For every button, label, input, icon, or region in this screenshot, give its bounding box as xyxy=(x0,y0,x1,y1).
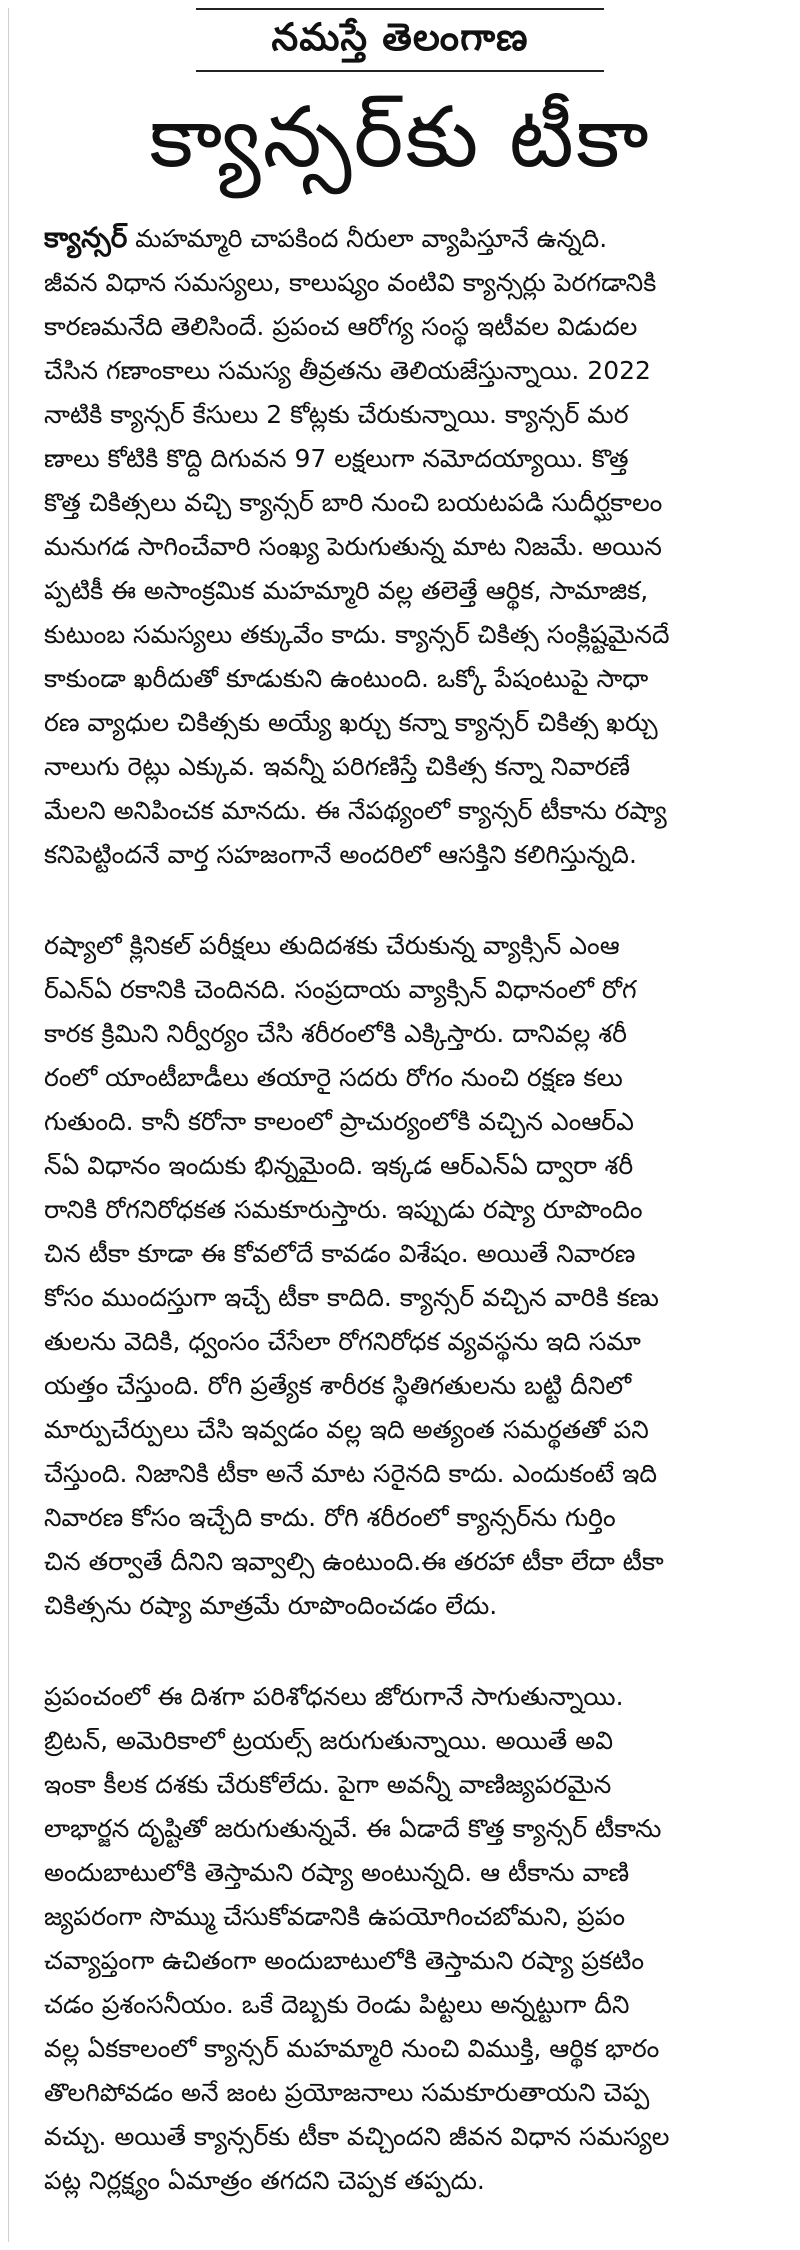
article-body xyxy=(44,216,764,2203)
paragraph-line xyxy=(44,745,764,789)
paragraph-line xyxy=(44,1584,764,1628)
paragraph-line xyxy=(44,437,764,481)
line-text: ఇంకా కీలక దశకు చేరుకోలేదు. పైగా అవన్నీ వాణిజ్యపరమైన xyxy=(44,1770,612,1799)
paragraph-line xyxy=(44,349,764,393)
article-paragraph xyxy=(44,216,764,877)
line-text: జ్యపరంగా సొమ్ము చేసుకోవడానికి ఉపయోగించబోమని, ప్రపం xyxy=(44,1902,626,1931)
paragraph-line xyxy=(44,657,764,701)
line-text: చిన టీకా కూడా ఈ కోవలోదే కావడం విశేషం. అయితే నివారణ xyxy=(44,1239,636,1268)
line-text: న్ఏ విధానం ఇందుకు భిన్నమైంది. ఇక్కడ ఆర్ఎన్ఏ ద్వారా శరీ xyxy=(44,1151,634,1180)
paragraph-line xyxy=(44,789,764,833)
paragraph-line xyxy=(44,1807,764,1851)
line-text: ప్పటికీ ఈ అసాంక్రమిక మహమ్మారి వల్ల తలెత్తే ఆర్థిక, సామాజిక, xyxy=(44,576,649,605)
line-text: మేలని అనిపించక మానదు. ఈ నేపథ్యంలో క్యాన్సర్ టీకాను రష్యా xyxy=(44,796,667,825)
line-text: కారణమనేది తెలిసిందే. ప్రపంచ ఆరోగ్య సంస్థ ఇటీవల విడుదల xyxy=(44,312,638,341)
paragraph-line xyxy=(44,1144,764,1188)
paragraph-line xyxy=(44,701,764,745)
paragraph-line xyxy=(44,2159,764,2203)
line-text: పట్ల నిర్లక్ష్యం ఏమాత్రం తగదని చెప్పక తప్పదు. xyxy=(44,2166,485,2195)
line-text: తొలగిపోవడం అనే జంట ప్రయోజనాలు సమకూరుతాయని చెప్ప xyxy=(44,2078,650,2107)
paragraph-line xyxy=(44,1939,764,1983)
line-text: కోసం ముందస్తుగా ఇచ్చే టీకా కాదిది. క్యాన్సర్ వచ్చిన వారికి కణు xyxy=(44,1283,659,1312)
line-text: కుటుంబ సమస్యలు తక్కువేం కాదు. క్యాన్సర్ చికిత్స సంక్లిష్టమైనదే xyxy=(44,620,670,649)
line-text: రష్యాలో క్లినికల్ పరీక్షలు తుదిదశకు చేరుకున్న వ్యాక్సిన్ ఎంఆ xyxy=(44,931,620,960)
paragraph-line xyxy=(44,613,764,657)
paragraph-line xyxy=(44,1232,764,1276)
paragraph-line xyxy=(44,1983,764,2027)
paragraph-line xyxy=(44,1452,764,1496)
line-text: జీవన విధాన సమస్యలు, కాలుష్యం వంటివి క్యాన్సర్లు పెరగడానికి xyxy=(44,268,657,297)
paragraph-line xyxy=(44,2115,764,2159)
paragraph-line xyxy=(44,968,764,1012)
paragraph-line xyxy=(44,1540,764,1584)
line-text: రానికి రోగనిరోధకత సమకూరుస్తారు. ఇప్పుడు రష్యా రూపొందిం xyxy=(44,1195,643,1224)
line-text: రణ వ్యాధుల చికిత్సకు అయ్యే ఖర్చు కన్నా క్యాన్సర్ చికిత్స ఖర్చు xyxy=(44,708,658,737)
paragraph-line xyxy=(44,525,764,569)
line-text: వల్ల ఏకకాలంలో క్యాన్సర్ మహమ్మారి నుంచి విముక్తి, ఆర్థిక భారం xyxy=(44,2034,660,2063)
line-text: ర్ఎన్ఏ రకానికి చెందినది. సంప్రదాయ వ్యాక్సిన్ విధానంలో రోగ xyxy=(44,975,637,1004)
line-text: చడం ప్రశంసనీయం. ఒకే దెబ్బకు రెండు పిట్టలు అన్నట్టుగా దీని xyxy=(44,1990,630,2019)
line-text: నాటికి క్యాన్సర్ కేసులు 2 కోట్లకు చేరుకున్నాయి. క్యాన్సర్ మర xyxy=(44,400,629,429)
paragraph-line xyxy=(44,1496,764,1540)
paragraph-line xyxy=(44,2027,764,2071)
paragraph-line xyxy=(44,1276,764,1320)
line-text: నాలుగు రెట్లు ఎక్కువ. ఇవన్నీ పరిగణిస్తే చికిత్స కన్నా నివారణే xyxy=(44,752,631,781)
newspaper-masthead: నమస్తే తెలంగాణ xyxy=(271,14,529,59)
paragraph-line xyxy=(44,1675,764,1719)
paragraph-line xyxy=(44,1100,764,1144)
line-text: ణాలు కోటికి కొద్ది దిగువన 97 లక్షలుగా నమోదయ్యాయి. కొత్త xyxy=(44,444,629,473)
line-text: ప్రపంచంలో ఈ దిశగా పరిశోధనలు జోరుగానే సాగుతున్నాయి. xyxy=(44,1682,624,1711)
lead-word: క్యాన్సర్ xyxy=(44,221,128,254)
article-paragraph xyxy=(44,924,764,1628)
paragraph-line xyxy=(44,1320,764,1364)
paragraph-line xyxy=(44,481,764,525)
article-paragraph xyxy=(44,1675,764,2203)
paragraph-line xyxy=(44,216,764,261)
line-text: చికిత్సను రష్యా మాత్రమే రూపొందించడం లేదు. xyxy=(44,1591,498,1620)
line-text: మార్పుచేర్పులు చేసి ఇవ్వడం వల్ల ఇది అత్యంత సమర్థతతో పని xyxy=(44,1415,649,1444)
paragraph-line xyxy=(44,1408,764,1452)
paragraph-line xyxy=(44,924,764,968)
paragraph-line xyxy=(44,569,764,613)
clipping-edge-line xyxy=(8,8,9,2242)
article-headline: క్యాన్సర్‌కు టీకా xyxy=(149,88,651,186)
line-text: చేసిన గణాంకాలు సమస్య తీవ్రతను తెలియజేస్తున్నాయి. 2022 xyxy=(44,356,651,385)
line-text: నివారణ కోసం ఇచ్చేది కాదు. రోగి శరీరంలో క్యాన్సర్‌ను గుర్తిం xyxy=(44,1503,616,1532)
paragraph-line xyxy=(44,1364,764,1408)
line-text: చిన తర్వాతే దీనిని ఇవ్వాల్సి ఉంటుంది.ఈ తరహా టీకా లేదా టీకా xyxy=(44,1547,664,1576)
paragraph-line xyxy=(44,1851,764,1895)
line-text: లాభార్జన దృష్టితో జరుగుతున్నవే. ఈ ఏడాదే కొత్త క్యాన్సర్ టీకాను xyxy=(44,1814,662,1843)
paragraph-line xyxy=(44,1763,764,1807)
line-text: గుతుంది. కానీ కరోనా కాలంలో ప్రాచుర్యంలోకి వచ్చిన ఎంఆర్ఎ xyxy=(44,1107,634,1136)
line-text: చేస్తుంది. నిజానికి టీకా అనే మాట సరైనది కాదు. ఎందుకంటే ఇది xyxy=(44,1459,658,1488)
line-text: బ్రిటన్, అమెరికాలో ట్రయల్స్ జరుగుతున్నాయి. అయితే అవి xyxy=(44,1726,613,1755)
line-text: కనిపెట్టిందనే వార్త సహజంగానే అందరిలో ఆసక్తిని కలిగిస్తున్నది. xyxy=(44,840,637,869)
paragraph-line xyxy=(44,305,764,349)
line-text: మహమ్మారి చాపకింద నీరులా వ్యాపిస్తూనే ఉన్నది. xyxy=(127,224,608,253)
paragraph-line xyxy=(44,2071,764,2115)
paragraph-line xyxy=(44,1056,764,1100)
paragraph-line xyxy=(44,1188,764,1232)
line-text: కొత్త చికిత్సలు వచ్చి క్యాన్సర్ బారి నుంచి బయటపడి సుదీర్ఘకాలం xyxy=(44,488,663,517)
line-text: మనుగడ సాగించేవారి సంఖ్య పెరుగుతున్న మాట నిజమే. అయిన xyxy=(44,532,662,561)
paragraph-line xyxy=(44,393,764,437)
line-text: చవ్యాప్తంగా ఉచితంగా అందుబాటులోకి తెస్తామని రష్యా ప్రకటిం xyxy=(44,1946,645,1975)
line-text: తులను వెదికి, ధ్వంసం చేసేలా రోగనిరోధక వ్యవస్థను ఇది సమా xyxy=(44,1327,641,1356)
paragraph-line xyxy=(44,1719,764,1763)
paragraph-line xyxy=(44,1012,764,1056)
paragraph-line xyxy=(44,833,764,877)
line-text: కారక క్రిమిని నిర్వీర్యం చేసి శరీరంలోకి ఎక్కిస్తారు. దానివల్ల శరీ xyxy=(44,1019,627,1048)
masthead-rule-bottom xyxy=(196,70,604,72)
line-text: వచ్చు. అయితే క్యాన్సర్‌కు టీకా వచ్చిందని జీవన విధాన సమస్యల xyxy=(44,2122,670,2151)
paragraph-line xyxy=(44,261,764,305)
line-text: కాకుండా ఖరీదుతో కూడుకుని ఉంటుంది. ఒక్కో పేషంటుపై సాధా xyxy=(44,664,649,693)
line-text: యత్తం చేస్తుంది. రోగి ప్రత్యేక శారీరక స్థితిగతులను బట్టి దీనిలో xyxy=(44,1371,632,1400)
paragraph-line xyxy=(44,1895,764,1939)
line-text: రంలో యాంటీబాడీలు తయారై సదరు రోగం నుంచి రక్షణ కలు xyxy=(44,1063,623,1092)
masthead-rule-top xyxy=(196,8,604,10)
line-text: అందుబాటులోకి తెస్తామని రష్యా అంటున్నది. ఆ టీకాను వాణి xyxy=(44,1858,630,1887)
